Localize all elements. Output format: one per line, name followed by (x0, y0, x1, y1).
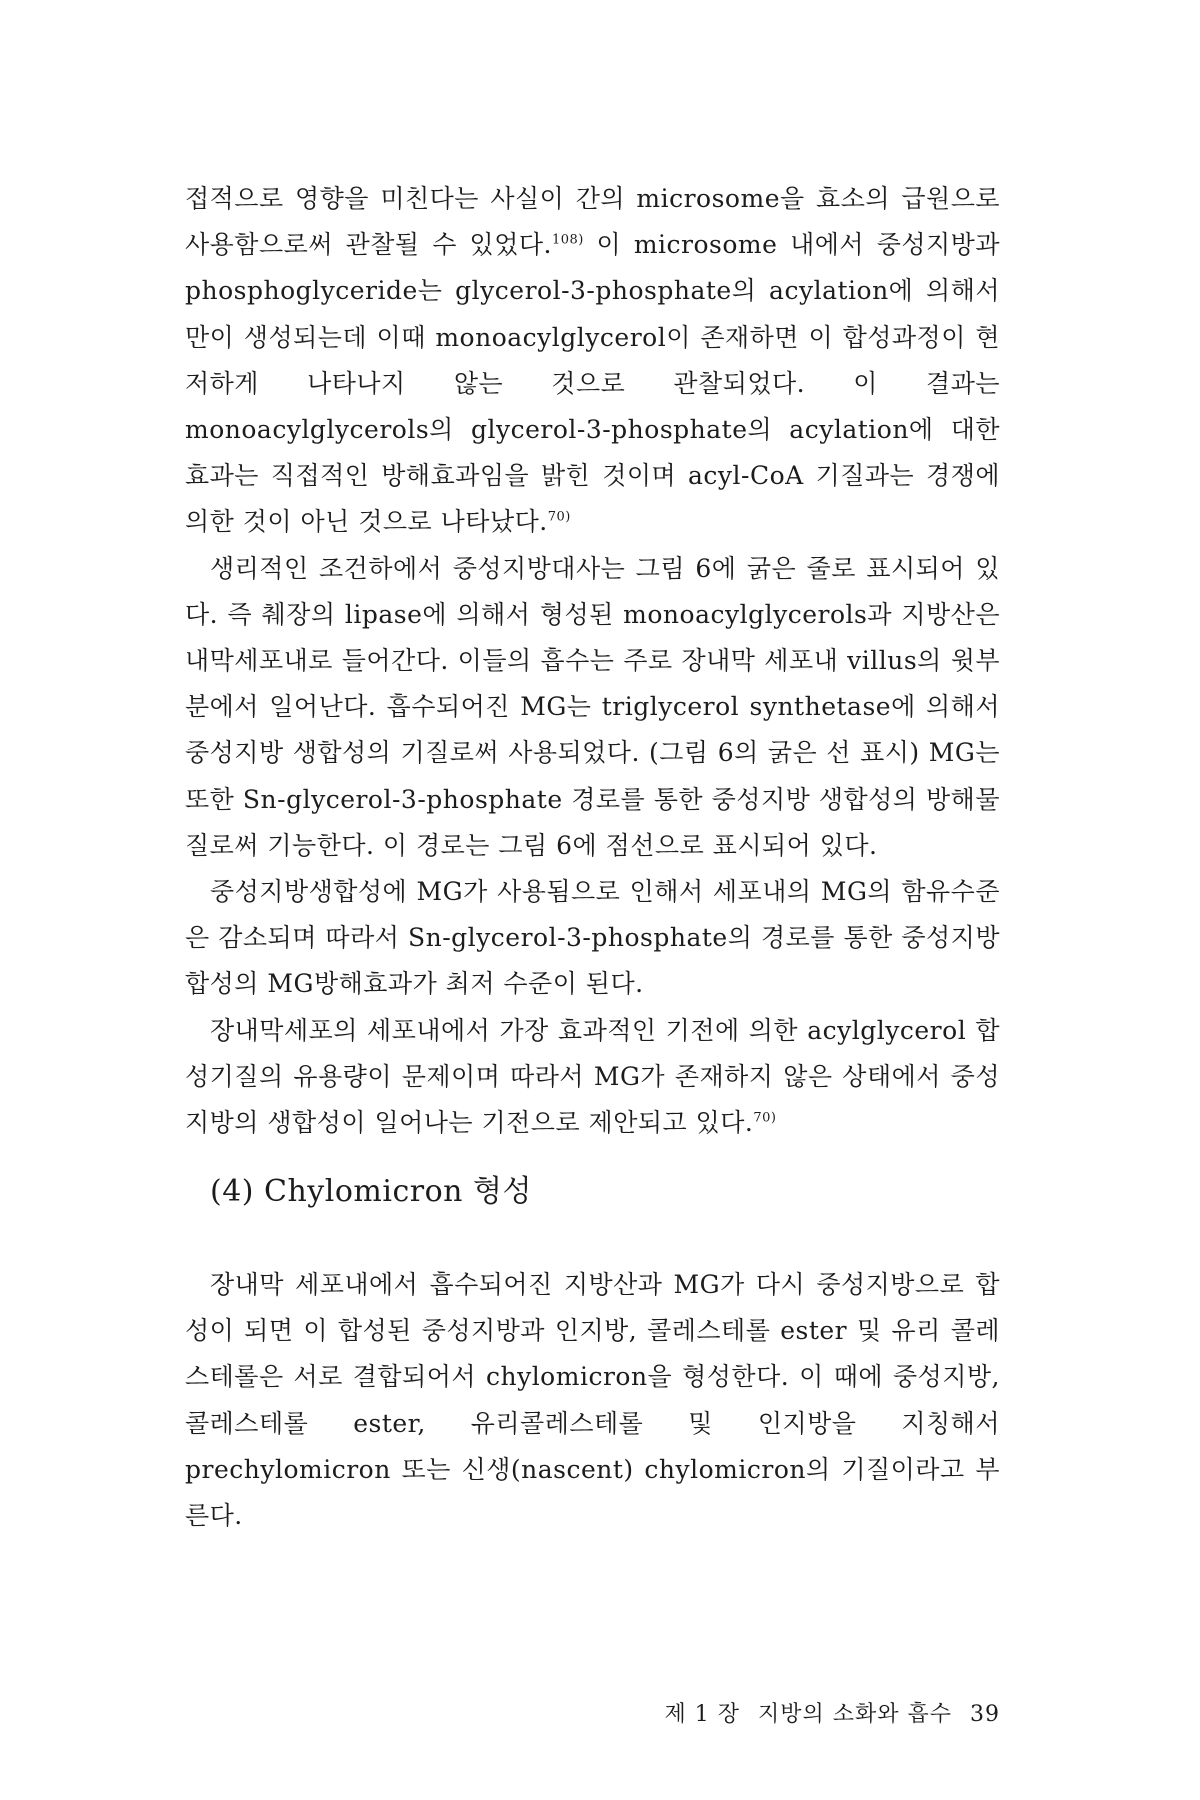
footer-chapter-title: 지방의 소화와 흡수 (757, 1702, 952, 1727)
footer-chapter: 제 1 장 (664, 1702, 740, 1727)
reference-70-a: 70) (547, 510, 571, 526)
reference-70-b: 70) (753, 1110, 777, 1126)
page-footer (654, 1700, 1000, 1730)
paragraph-4-text: 장내막세포의 세포내에서 가장 효과적인 기전에 의한 acylglycerol 합성기질의 유용량이 문제이며 따라서 MG가 존재하지 않은 상태에서 중성지방의 생합성이 일어나는 기전으로 제안되고 있다. (185, 1015, 1000, 1138)
paragraph-3: 중성지방생합성에 MG가 사용됨으로 인해서 세포내의 MG의 함유수준은 감소되며 따라서 Sn-glycerol-3-phosphate의 경로를 통한 중성지방합성의 MG방해효과가 최저 수준이 된다. (185, 877, 1000, 999)
paragraph-1-continued: 이 microsome 내에서 중성지방과 phosphoglyceride는 glycerol-3-phosphate의 acylation에 의해서만이 생성되는데 이때 monoacylglycerol이 존재하면 이 합성과정이 현저하게 나타나지 않는 것으로 관찰되었다. 이 결과는 monoacylglycerols의 glycerol-3-phosphate의 acylation에 대한 효과는 직접적인 방해효과임을 밝힌 것이며 acyl-CoA 기질과는 경쟁에 의한 것이 아닌 것으로 나타났다. (185, 230, 1000, 537)
section-heading: (4) Chylomicron 형성 (210, 1174, 532, 1209)
chylomicron-paragraph: 장내막 세포내에서 흡수되어진 지방산과 MG가 다시 중성지방으로 합성이 되면 이 합성된 중성지방과 인지방, 콜레스테롤 ester 및 유리 콜레스테롤은 서로 결합되어서 chylomicron을 형성한다. 이 때에 중성지방, 콜레스테롤 ester, 유리콜레스테롤 및 인지방을 지칭해서 prechylomicron 또는 신생(nascent) chylomicron의 기질이라고 부른다. (185, 1270, 1000, 1531)
chylomicron-section-body (185, 1262, 1000, 1539)
paragraph-1 (185, 176, 1000, 546)
paragraph-2: 생리적인 조건하에서 중성지방대사는 그림 6에 굵은 줄로 표시되어 있다. 즉 췌장의 lipase에 의해서 형성된 monoacylglycerols과 지방산은 내막세포내로 들어간다. 이들의 흡수는 주로 장내막 세포내 villus의 윗부분에서 일어난다. 흡수되어진 MG는 triglycerol synthetase에 의해서 중성지방 생합성의 기질로써 사용되었다. (그림 6의 굵은 선 표시) MG는 또한 Sn-glycerol-3-phosphate 경로를 통한 중성지방 생합성의 방해물질로써 기능한다. 이 경로는 그림 6에 점선으로 표시되어 있다. (185, 553, 1000, 860)
page-number: 39 (970, 1702, 1000, 1727)
paragraph-1-text: 접적으로 영향을 미친다는 사실이 간의 microsome을 효소의 급원으로 사용함으로써 관찰될 수 있었다. (185, 184, 1000, 260)
reference-108: 108) (551, 232, 584, 248)
paragraph-4 (185, 1008, 1000, 1147)
section-body (185, 176, 1000, 1146)
